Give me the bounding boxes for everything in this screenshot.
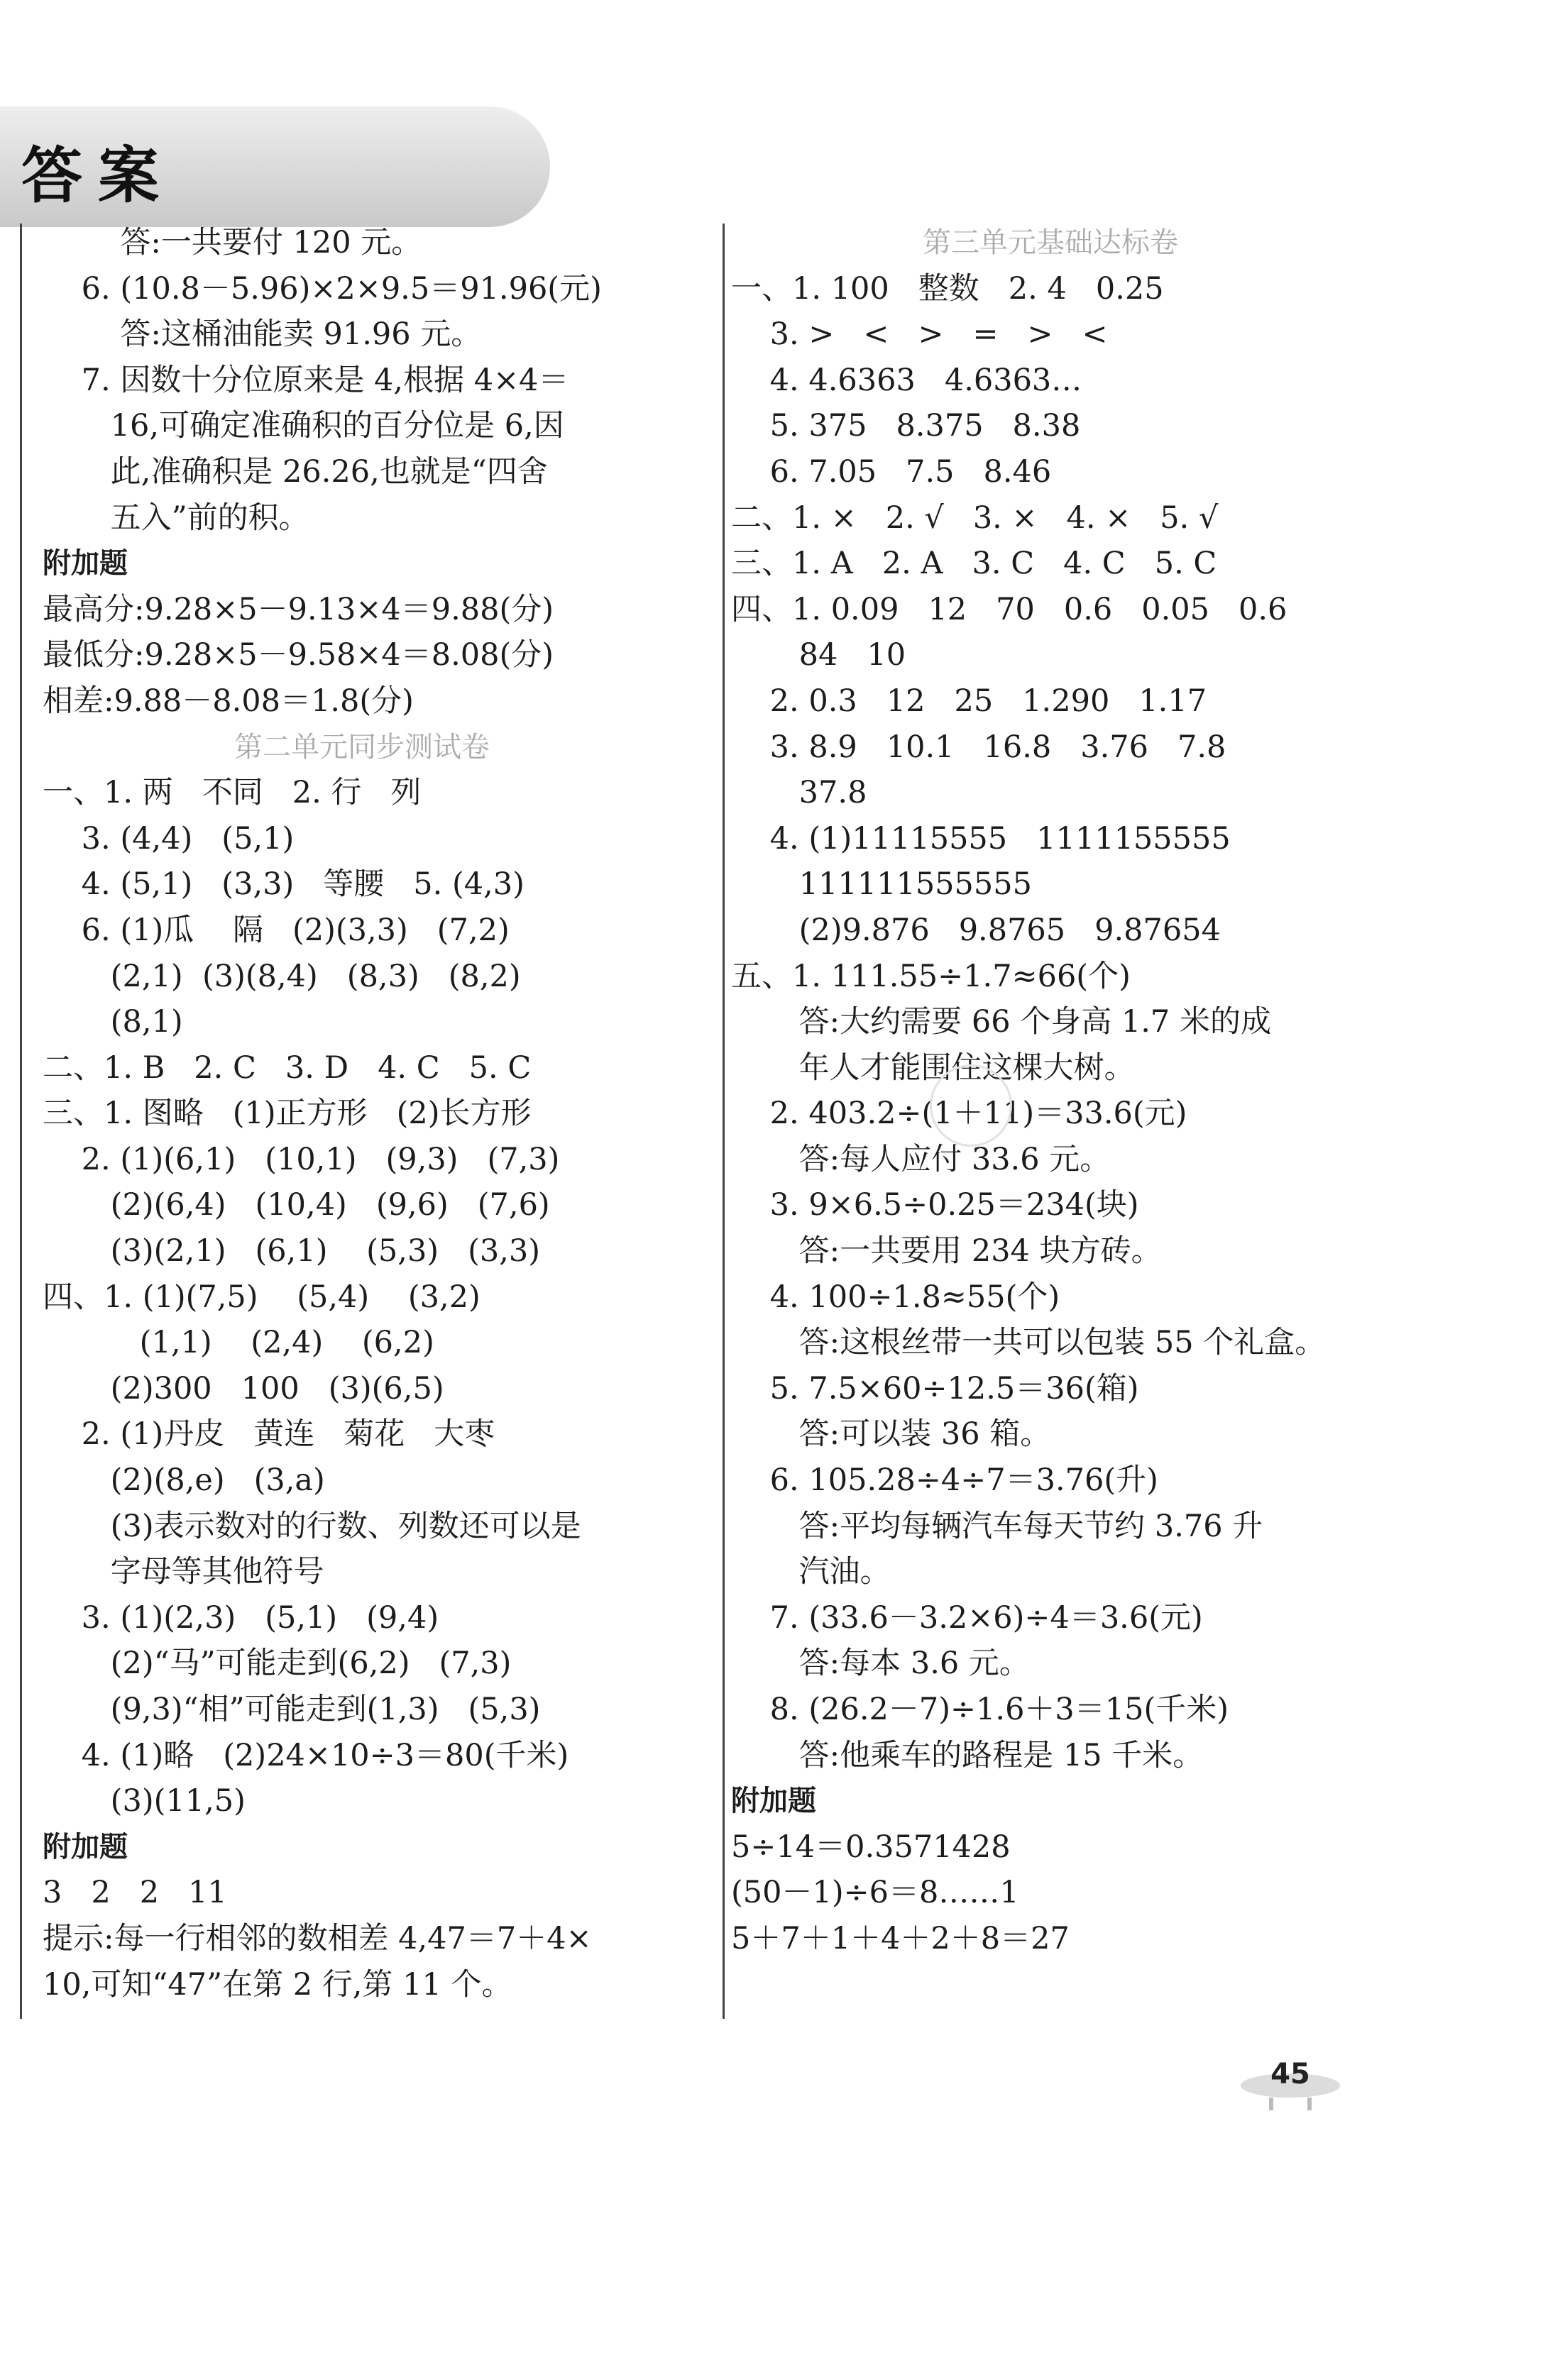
answer-line: (3)(2,1) (6,1) (5,3) (3,3): [43, 1233, 541, 1269]
answer-line: 6. (1)瓜 隔 (2)(3,3) (7,2): [43, 912, 510, 948]
answer-line: 4. 100÷1.8≈55(个): [731, 1279, 1060, 1315]
answer-line: 字母等其他符号: [43, 1554, 324, 1590]
answer-line: 最低分:9.28×5－9.58×4＝8.08(分): [43, 637, 554, 673]
answer-line: 五、1. 111.55÷1.7≈66(个): [731, 958, 1131, 994]
answer-line: 2. (1)(6,1) (10,1) (9,3) (7,3): [43, 1141, 560, 1177]
answer-line: 最高分:9.28×5－9.13×4＝9.88(分): [43, 591, 554, 627]
page-number: 45: [1270, 2058, 1310, 2090]
answer-line: 一、1. 100 整数 2. 4 0.25: [731, 270, 1164, 307]
answer-line: 二、1. B 2. C 3. D 4. C 5. C: [43, 1049, 532, 1086]
answer-line: 答:一共要付 120 元。: [43, 225, 422, 260]
answer-line: (2)300 100 (3)(6,5): [43, 1370, 444, 1406]
answer-line: 16,可确定准确积的百分位是 6,因: [43, 408, 564, 444]
answer-line: 5＋7＋1＋4＋2＋8＝27: [731, 1920, 1070, 1956]
answer-line: 答:大约需要 66 个身高 1.7 米的成: [731, 1004, 1271, 1040]
answer-line: 5. 7.5×60÷12.5＝36(箱): [731, 1370, 1139, 1406]
answer-line: 答:这桶油能卖 91.96 元。: [43, 316, 482, 353]
answer-line: (2)“马”可能走到(6,2) (7,3): [43, 1646, 512, 1682]
answer-line: 答:可以装 36 箱。: [731, 1416, 1051, 1453]
answer-line: 答:他乘车的路程是 15 千米。: [731, 1737, 1204, 1773]
answer-line: 汽油。: [731, 1554, 891, 1590]
answer-line: 6. (10.8－5.96)×2×9.5＝91.96(元): [43, 270, 602, 307]
answer-header-banner: [0, 106, 550, 227]
answer-line: (2,1) (3)(8,4) (8,3) (8,2): [43, 958, 521, 994]
answer-line: 提示:每一行相邻的数相差 4,47＝7＋4×: [43, 1920, 592, 1956]
answer-line: (1,1) (2,4) (6,2): [43, 1325, 434, 1361]
answer-line: (8,1): [43, 1004, 183, 1040]
answer-line: (9,3)“相”可能走到(1,3) (5,3): [43, 1692, 541, 1727]
answer-line: 2. 0.3 12 25 1.290 1.17: [731, 683, 1207, 719]
answer-line: 2. (1)丹皮 黄连 菊花 大枣: [43, 1416, 495, 1453]
answer-line: 5. 375 8.375 8.38: [731, 408, 1081, 444]
answer-line: 8. (26.2－7)÷1.6＋3＝15(千米): [731, 1692, 1229, 1727]
section-heading: 第三单元基础达标卷: [923, 226, 1178, 259]
answer-line: 答:平均每辆汽车每天节约 3.76 升: [731, 1508, 1263, 1544]
answer-line: 7. 因数十分位原来是 4,根据 4×4＝: [43, 362, 569, 398]
answer-line: 3. 8.9 10.1 16.8 3.76 7.8: [731, 729, 1226, 765]
answer-line: 5÷14＝0.3571428: [731, 1829, 1011, 1865]
bonus-heading: 附加题: [43, 547, 128, 580]
answer-line: (2)(6,4) (10,4) (9,6) (7,6): [43, 1187, 550, 1223]
left-answer-column: [43, 220, 681, 2007]
answer-line: 相差:9.88－8.08＝1.8(分): [43, 683, 414, 719]
answer-line: 4. (1)11115555 1111155555: [731, 820, 1231, 856]
section-heading: 第二单元同步测试卷: [234, 730, 490, 764]
answer-line: 答:每本 3.6 元。: [731, 1646, 1030, 1682]
bonus-heading: 附加题: [731, 1785, 816, 1818]
answer-line: 84 10: [731, 637, 906, 673]
answer-line: 答:一共要用 234 块方砖。: [731, 1233, 1162, 1269]
answer-line: 3. (1)(2,3) (5,1) (9,4): [43, 1599, 439, 1636]
answer-line: 111111555555: [731, 866, 1032, 903]
page-number-badge: [1241, 2058, 1340, 2110]
column-divider: [723, 224, 725, 2019]
answer-line: (3)表示数对的行数、列数还可以是: [43, 1508, 581, 1544]
answer-line: 6. 105.28÷4÷7＝3.76(升): [731, 1462, 1158, 1499]
answer-line: (3)(11,5): [43, 1783, 246, 1819]
answer-line: 3. 9×6.5÷0.25＝234(块): [731, 1187, 1139, 1223]
answer-line: 此,准确积是 26.26,也就是“四舍: [43, 453, 548, 490]
answer-line: 3. > < > = > <: [731, 316, 1108, 353]
answer-line: 4. (5,1) (3,3) 等腰 5. (4,3): [43, 866, 525, 903]
answer-line: 3. (4,4) (5,1): [43, 820, 295, 856]
right-answer-column: [731, 220, 1370, 1962]
bonus-heading: 附加题: [43, 1830, 128, 1863]
answer-line: 4. 4.6363 4.6363…: [731, 362, 1082, 398]
answer-line: 四、1. (1)(7,5) (5,4) (3,2): [43, 1279, 481, 1315]
answer-line: 三、1. 图略 (1)正方形 (2)长方形: [43, 1096, 532, 1132]
answer-line: 五入”前的积。: [43, 500, 309, 536]
header-title: 答案: [21, 141, 175, 211]
answer-line: 37.8: [731, 775, 867, 811]
left-margin-rule: [20, 224, 22, 2019]
answer-line: 二、1. × 2. √ 3. × 4. × 5. √: [731, 500, 1219, 536]
answer-line: 四、1. 0.09 12 70 0.6 0.05 0.6: [731, 591, 1287, 627]
answer-line: 三、1. A 2. A 3. C 4. C 5. C: [731, 546, 1217, 582]
answer-line: 一、1. 两 不同 2. 行 列: [43, 775, 422, 811]
answer-line: 2. 403.2÷(1＋11)＝33.6(元): [731, 1096, 1187, 1132]
answer-line: 答:这根丝带一共可以包装 55 个礼盒。: [731, 1325, 1326, 1361]
answer-line: 年人才能围住这棵大树。: [731, 1049, 1135, 1086]
answer-line: 10,可知“47”在第 2 行,第 11 个。: [43, 1966, 512, 2002]
answer-line: (2)(8,e) (3,a): [43, 1462, 325, 1499]
watermark-stamp-icon: [930, 1064, 1012, 1147]
answer-line: 6. 7.05 7.5 8.46: [731, 453, 1052, 490]
answer-line: 3 2 2 11: [43, 1875, 227, 1911]
answer-line: (50－1)÷6＝8……1: [731, 1875, 1019, 1911]
answer-line: 4. (1)略 (2)24×10÷3＝80(千米): [43, 1737, 569, 1773]
answer-line: 7. (33.6－3.2×6)÷4＝3.6(元): [731, 1599, 1203, 1636]
answer-line: 答:每人应付 33.6 元。: [731, 1141, 1111, 1177]
answer-line: (2)9.876 9.8765 9.87654: [731, 912, 1221, 948]
